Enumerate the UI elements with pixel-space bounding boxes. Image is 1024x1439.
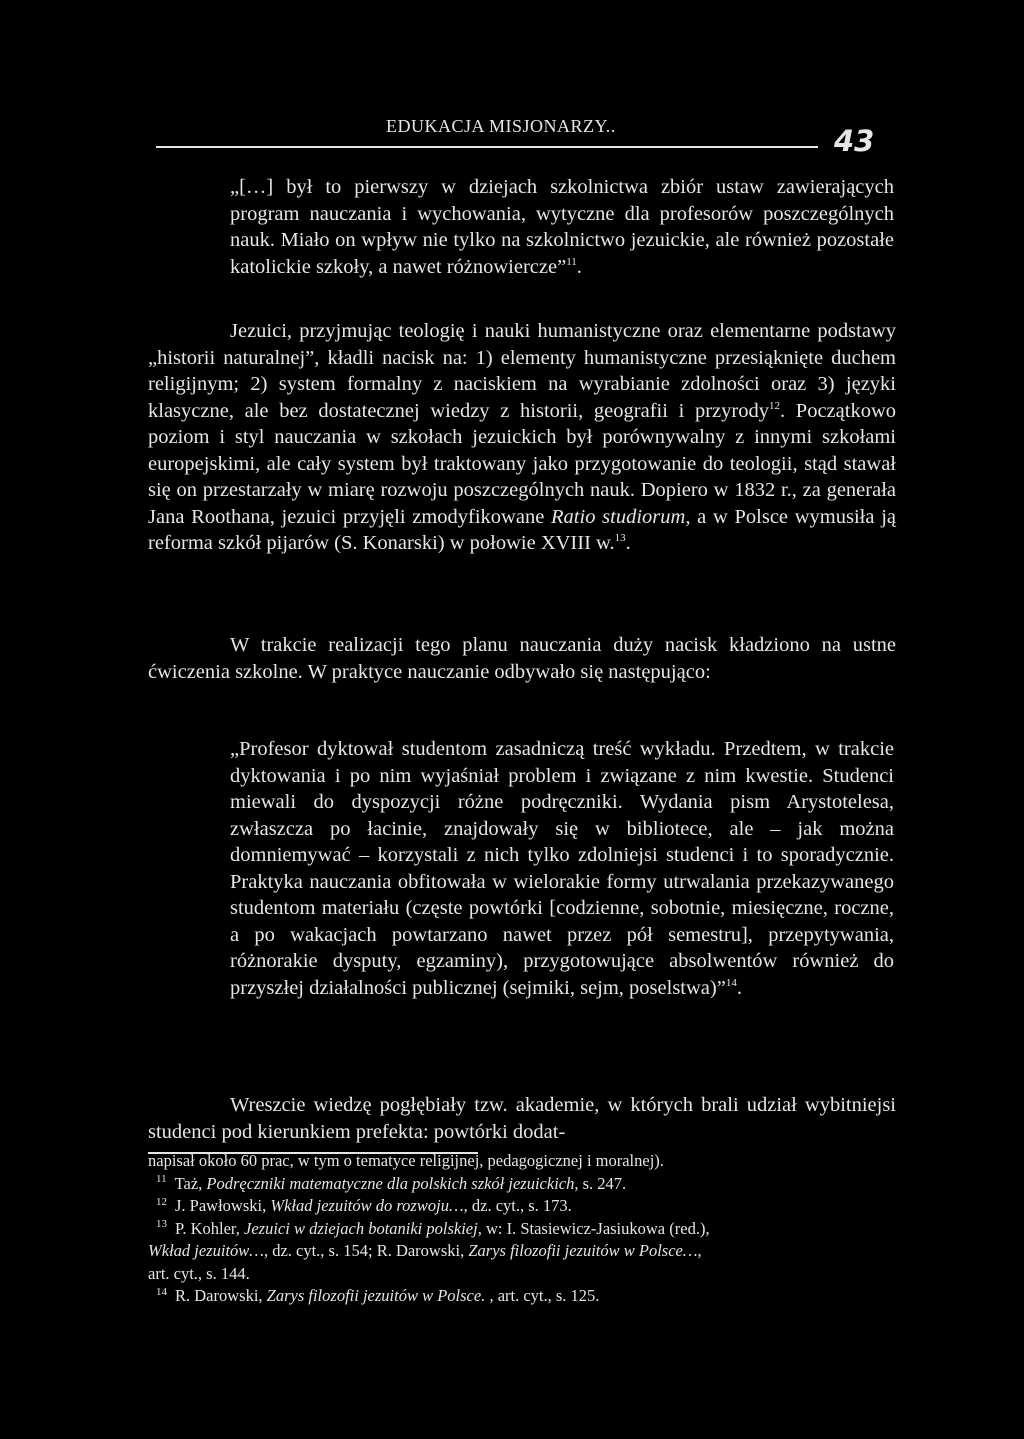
footnote-ref-14: 14 xyxy=(725,976,737,989)
para1-end: . xyxy=(625,532,631,554)
footnote-ref-13: 13 xyxy=(614,532,626,545)
para1-text-c: a w Polsce wymusiła ją reforma szkół pijarów (S. Konarski) w połowie XVIII w. xyxy=(148,505,896,554)
footnote-ref-12: 12 xyxy=(768,399,780,412)
footnote-text: R. Darowski, xyxy=(175,1286,267,1305)
footnote-text: Taż, xyxy=(174,1173,207,1193)
header-rule xyxy=(156,146,818,148)
footnote-text: , w: I. Stasiewicz-Jasiukowa (red.), xyxy=(477,1218,710,1238)
footnote-text: J. Pawłowski, xyxy=(175,1196,271,1215)
para1-text-b: . Początkowo poziom i styl nauczania w szkołach jezuickich był porównywalny z innymi szkołami europejskimi, ale cały system był traktowany jako przygotowanie do teologii, stąd stawał się on przestarzały w miarę rozwoju poszczególnych nauk. Dopiero w 1832 r., za generała Jana Roothana, jezuici przyjęli zmodyfikowane xyxy=(148,399,896,528)
footnote-title: Wkład jezuitów… xyxy=(148,1241,264,1260)
footnote-13-line-2 xyxy=(148,1240,896,1263)
paragraph-1 xyxy=(148,318,896,557)
paragraph-3 xyxy=(148,1092,896,1145)
footnote-continuation: napisał około 60 prac, w tym o tematyce religijnej, pedagogicznej i moralnej). xyxy=(148,1151,664,1170)
para1-text-a: Jezuici, przyjmując teologię i nauki humanistyczne oraz elementarne podstawy „historii naturalnej”, kładli nacisk na: 1) elementy humanistyczne przesiąknięte duchem religijnym; 2) system formalny z naciskiem na wyrabianie zdolności oraz 3) języki klasyczne, ale bez dostatecznej wiedzy z historii, geografii i przyrody xyxy=(148,320,896,422)
block-quote-1 xyxy=(230,174,894,280)
footnote-text: , s. 247. xyxy=(574,1173,627,1193)
header-title: EDUKACJA MISJONARZY.. xyxy=(386,116,616,136)
footnote-title: Zarys filozofii jezuitów w Polsce… xyxy=(468,1241,698,1260)
block-quote-2 xyxy=(230,736,894,1001)
paragraph-2 xyxy=(148,632,896,685)
footnote-number: 14 xyxy=(156,1285,167,1298)
quote1-end: . xyxy=(576,255,582,278)
page-number: 43 xyxy=(834,124,875,158)
footnote-number: 13 xyxy=(156,1218,167,1230)
footnote-text: P. Kohler, xyxy=(175,1218,245,1238)
para1-italic: Ratio studiorum, xyxy=(551,505,691,528)
footnote-text: , art. cyt., s. 125. xyxy=(485,1286,600,1305)
footnote-13-line-3: art. cyt., s. 144. xyxy=(148,1263,250,1283)
footnote-text: , xyxy=(697,1241,702,1260)
footnote-ref-11: 11 xyxy=(566,255,577,268)
footnote-11 xyxy=(148,1173,896,1196)
running-header xyxy=(148,116,896,156)
footnote-12 xyxy=(148,1195,896,1218)
para2-text: W trakcie realizacji tego planu nauczania duży nacisk kładziono na ustne ćwiczenia szkolne. W praktyce nauczanie odbywało się następująco: xyxy=(148,634,896,683)
footnote-title: Podręczniki matematyczne dla polskich szkół jezuickich xyxy=(206,1173,575,1193)
footnote-14 xyxy=(148,1285,896,1308)
footnote-text: , dz. cyt., s. 154; R. Darowski, xyxy=(263,1241,469,1260)
footnote-number: 12 xyxy=(156,1195,167,1208)
quote2-end: . xyxy=(736,976,742,999)
footnote-title: Zarys filozofii jezuitów w Polsce. xyxy=(266,1286,486,1305)
footnote-title: Wkład jezuitów do rozwoju… xyxy=(270,1196,464,1215)
footnote-title: Jezuici w dziejach botaniki polskiej xyxy=(244,1218,478,1238)
footnote-number: 11 xyxy=(156,1173,167,1185)
quote2-text: „Profesor dyktował studentom zasadniczą treść wykładu. Przedtem, w trakcie dyktowania i po nim wyjaśniał problem i związane z nim kwestie. Studenci miewali do dyspozycji różne podręczniki. Wydania pism Arystotelesa, zwłaszcza po łacinie, znajdowały się w bibliotece, ale – jak można domniemywać – korzystali z nich tylko zdolniejsi studenci i to sporadycznie. Praktyka nauczania obfitowała w wielorakie formy utrwalania przekazywanego studentom materiału (częste powtórki [codzienne, sobotnie, miesięczne, roczne, a po wakacjach powtarzano nawet przez pół semestru], przepytywania, różnorakie dysputy, egzaminy), przygotowujące absolwentów również do przyszłej działalności publicznej (sejmiki, sejm, poselstwa)” xyxy=(230,738,894,999)
footnotes xyxy=(148,1150,896,1308)
footnote-13 xyxy=(148,1218,896,1241)
footnote-text: , dz. cyt., s. 173. xyxy=(463,1196,572,1215)
quote1-text: „[…] był to pierwszy w dziejach szkolnictwa zbiór ustaw zawierających program nauczania i wychowania, wytyczne dla profesorów poszczególnych nauk. Miało on wpływ nie tylko na szkolnictwo jezuickie, ale również pozostałe katolickie szkoły, a nawet różnowiercze” xyxy=(230,176,894,278)
para3-text: Wreszcie wiedzę pogłębiały tzw. akademie, w których brali udział wybitniejsi studenci pod kierunkiem prefekta: powtórki dodat- xyxy=(148,1094,896,1143)
